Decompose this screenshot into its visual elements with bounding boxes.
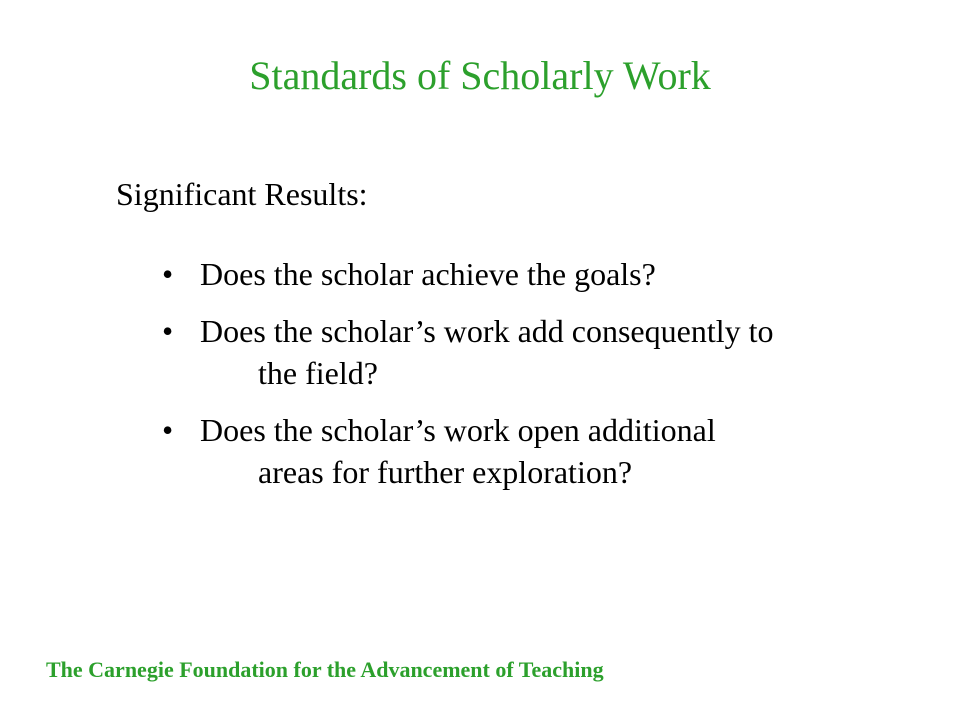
section-heading: Significant Results: xyxy=(116,176,368,212)
bullet-text: Does the scholar achieve the goals? xyxy=(200,256,656,292)
bullet-item-field xyxy=(160,310,880,394)
bullet-dot-icon: • xyxy=(162,256,174,292)
bullet-text: Does the scholar’s work open additional xyxy=(200,412,716,448)
footer-attribution: The Carnegie Foundation for the Advancement of Teaching xyxy=(46,657,604,682)
bullet-dot-icon: • xyxy=(162,313,174,349)
bullet-item-goals xyxy=(160,253,880,295)
bullet-item-exploration xyxy=(160,409,880,493)
bullet-text-continuation: areas for further exploration? xyxy=(258,454,633,490)
slide-title: Standards of Scholarly Work xyxy=(249,53,711,98)
bullet-list xyxy=(160,253,880,508)
bullet-text: Does the scholar’s work add consequently to xyxy=(200,313,774,349)
bullet-text-continuation: the field? xyxy=(258,355,378,391)
bullet-dot-icon: • xyxy=(162,412,174,448)
